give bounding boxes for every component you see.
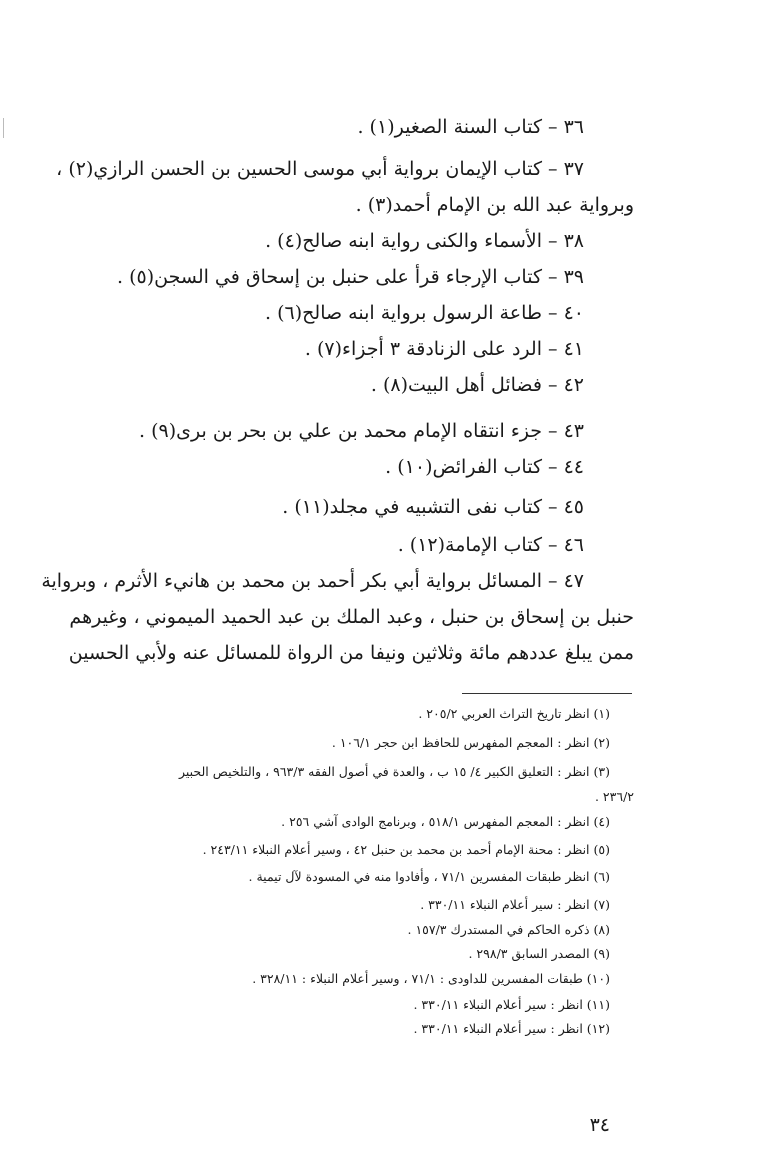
footnote-divider xyxy=(462,693,632,694)
footnote-5: (٥) انظر : محنة الإمام أحمد بن محمد بن حنبل ٤٢ ، وسير أعلام النبلاء ٢٤٣/١١ . xyxy=(202,842,610,857)
entry-45: ٤٥ – كتاب نفى التشبيه في مجلد(١١) . xyxy=(282,496,584,518)
entry-47-continuation-1: حنبل بن إسحاق بن حنبل ، وعبد الملك بن عبد الحميد الميموني ، وغيرهم xyxy=(69,606,634,628)
footnote-12: (١٢) انظر : سير أعلام النبلاء ٣٣٠/١١ . xyxy=(413,1021,610,1036)
entry-40: ٤٠ – طاعة الرسول برواية ابنه صالح(٦) . xyxy=(265,302,584,324)
scan-edge-mark xyxy=(3,118,4,138)
footnote-1: (١) انظر تاريخ التراث العربي ٢٠٥/٢ . xyxy=(418,706,610,721)
entry-46: ٤٦ – كتاب الإمامة(١٢) . xyxy=(397,534,584,556)
entry-42: ٤٢ – فضائل أهل البيت(٨) . xyxy=(370,374,584,396)
footnote-3: (٣) انظر : التعليق الكبير ٤/ ١٥ ب ، والعدة في أصول الفقه ٩٦٣/٣ ، والتلخيص الحبير xyxy=(178,764,610,779)
entry-39: ٣٩ – كتاب الإرجاء قرأ على حنبل بن إسحاق في السجن(٥) . xyxy=(117,266,584,288)
entry-43: ٤٣ – جزء انتقاه الإمام محمد بن علي بن بحر بن برى(٩) . xyxy=(139,420,584,442)
footnote-4: (٤) انظر : المعجم المفهرس ٥١٨/١ ، وبرنامج الوادى آشي ٢٥٦ . xyxy=(281,814,610,829)
footnote-8: (٨) ذكره الحاكم في المستدرك ١٥٧/٣ . xyxy=(407,922,610,937)
footnote-11: (١١) انظر : سير أعلام النبلاء ٣٣٠/١١ . xyxy=(413,997,610,1012)
footnote-10: (١٠) طبقات المفسرين للداودى : ٧١/١ ، وسير أعلام النبلاء : ٣٢٨/١١ . xyxy=(252,971,610,986)
entry-37-continuation: وبرواية عبد الله بن الإمام أحمد(٣) . xyxy=(355,194,634,216)
footnote-7: (٧) انظر : سير أعلام النبلاء ٣٣٠/١١ . xyxy=(420,897,610,912)
footnote-6: (٦) انظر طبقات المفسرين ٧١/١ ، وأفادوا منه في المسودة لآل تيمية . xyxy=(248,869,610,884)
entry-37: ٣٧ – كتاب الإيمان برواية أبي موسى الحسين بن الحسن الرازي(٢) ، xyxy=(56,158,584,180)
entry-44: ٤٤ – كتاب الفرائض(١٠) . xyxy=(385,456,584,478)
entry-38: ٣٨ – الأسماء والكنى رواية ابنه صالح(٤) . xyxy=(265,230,584,252)
footnote-9: (٩) المصدر السابق ٢٩٨/٣ . xyxy=(468,946,610,961)
entry-36: ٣٦ – كتاب السنة الصغير(١) . xyxy=(357,116,584,138)
footnote-3-continuation: ٢٣٦/٢ . xyxy=(594,789,634,804)
entry-41: ٤١ – الرد على الزنادقة ٣ أجزاء(٧) . xyxy=(304,338,584,360)
page-number: ٣٤ xyxy=(589,1114,610,1136)
footnote-2: (٢) انظر : المعجم المفهرس للحافظ ابن حجر ١٠٦/١ . xyxy=(331,735,610,750)
entry-47-continuation-2: ممن يبلغ عددهم مائة وثلاثين ونيفا من الرواة للمسائل عنه ولأبي الحسين xyxy=(68,642,634,664)
entry-47: ٤٧ – المسائل برواية أبي بكر أحمد بن محمد بن هانيء الأثرم ، وبرواية xyxy=(41,570,584,592)
